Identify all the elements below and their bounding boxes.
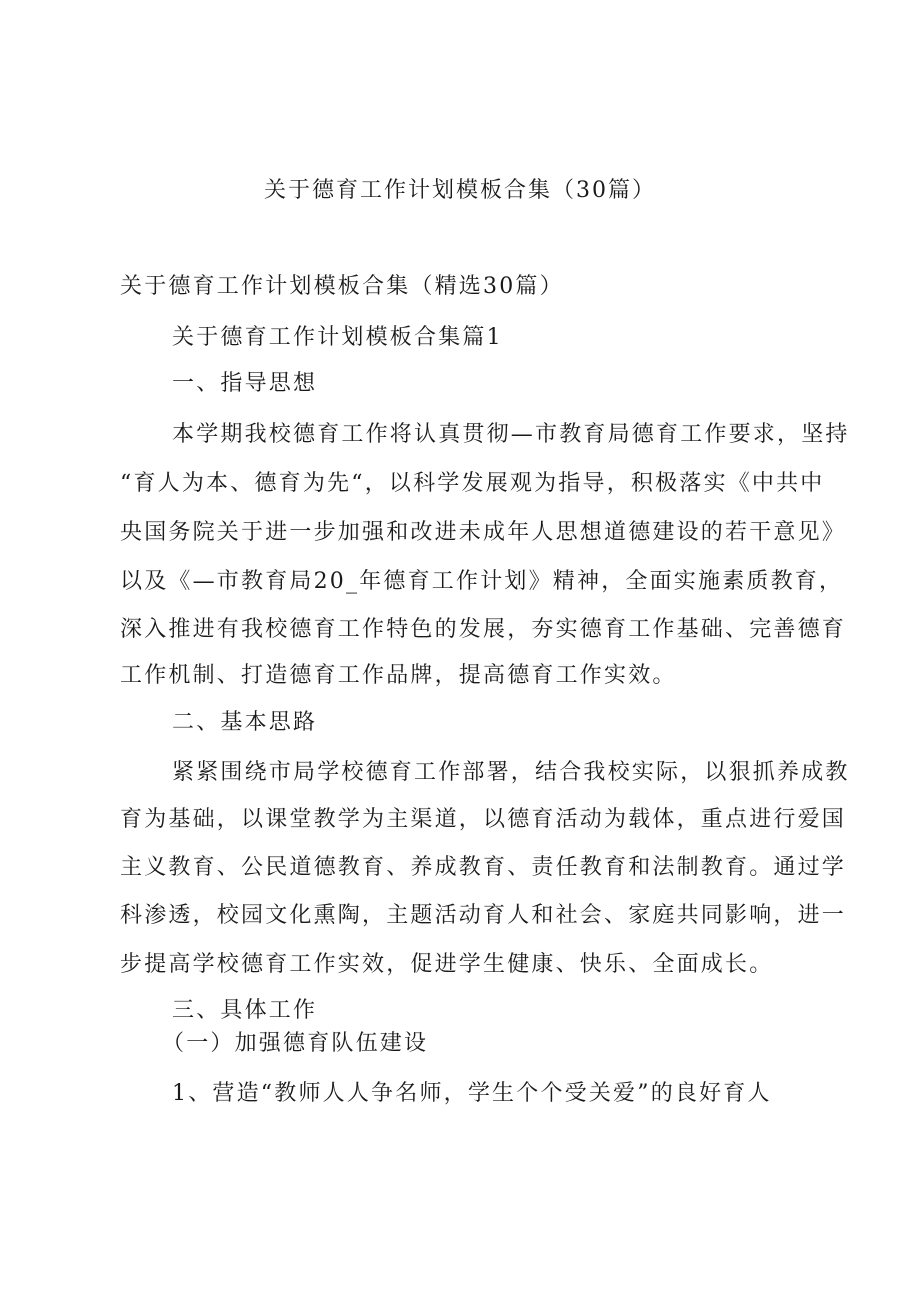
- paragraph-line: 育为基础，以课堂教学为主渠道，以德育活动为载体，重点进行爱国: [120, 807, 847, 832]
- article-heading: 关于德育工作计划模板合集篇1: [172, 325, 503, 350]
- paragraph-line: 本学期我校德育工作将认真贯彻—市教育局德育工作要求，坚持: [172, 422, 850, 447]
- paragraph-line: 深入推进有我校德育工作特色的发展，夯实德育工作基础、完善德育: [120, 617, 847, 642]
- document-title: 关于德育工作计划模板合集（30篇）: [264, 178, 656, 203]
- paragraph-line: “育人为本、德育为先“，以科学发展观为指导，积极落实《中共中: [120, 471, 825, 496]
- list-item-1: 1、营造“教师人人争名师，学生个个受关爱”的良好育人: [172, 1081, 772, 1106]
- paragraph-line: 紧紧围绕市局学校德育工作部署，结合我校实际，以狠抓养成教: [172, 760, 850, 785]
- section-heading-specific-work: 三、具体工作: [172, 998, 318, 1023]
- paragraph-line: 科渗透，校园文化熏陶，主题活动育人和社会、家庭共同影响，进一: [120, 903, 847, 928]
- paragraph-line: 央国务院关于进一步加强和改进未成年人思想道德建设的若干意见》: [120, 520, 847, 545]
- paragraph-line: 主义教育、公民道德教育、养成教育、责任教育和法制教育。通过学: [120, 855, 847, 880]
- section-heading-basic-approach: 二、基本思路: [172, 710, 318, 735]
- document-subtitle: 关于德育工作计划模板合集（精选30篇）: [120, 274, 564, 299]
- paragraph-line: 以及《—市教育局20_年德育工作计划》精神，全面实施素质教育，: [120, 569, 844, 594]
- section-heading-guiding-thought: 一、指导思想: [172, 371, 318, 396]
- paragraph-line: 步提高学校德育工作实效，促进学生健康、快乐、全面成长。: [120, 952, 774, 977]
- paragraph-line: 工作机制、打造德育工作品牌，提高德育工作实效。: [120, 663, 677, 688]
- subsection-heading-team-building: （一）加强德育队伍建设: [162, 1031, 429, 1056]
